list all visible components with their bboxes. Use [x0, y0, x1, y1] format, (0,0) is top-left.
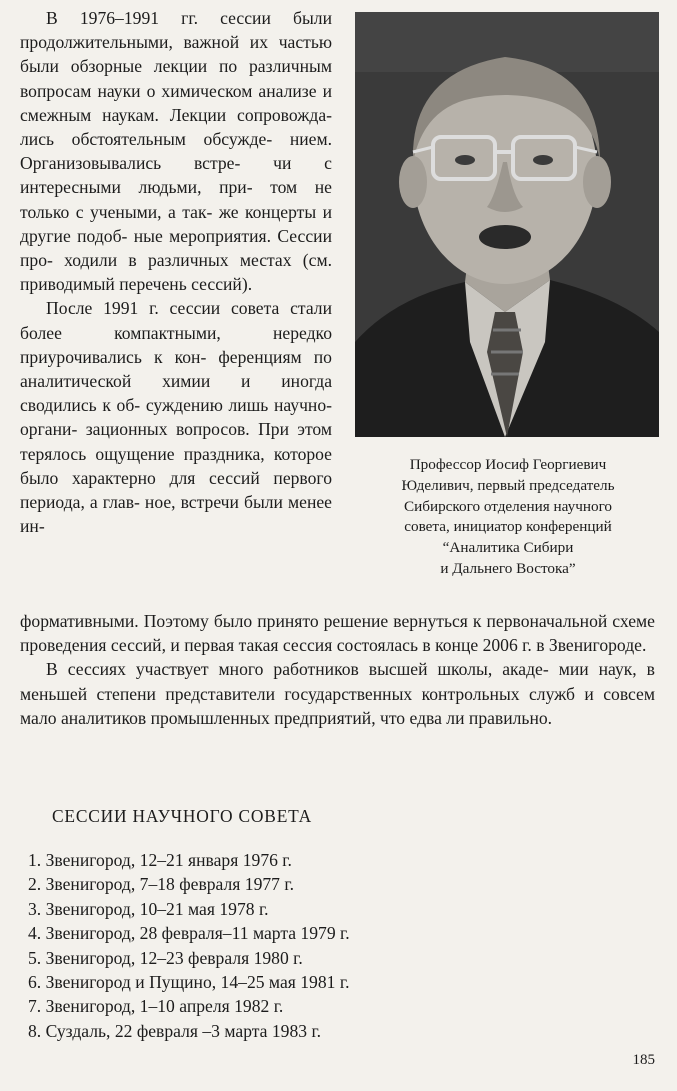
portrait-photo [355, 12, 659, 437]
list-item: 5. Звенигород, 12–23 февраля 1980 г. [28, 947, 303, 968]
list-item: 8. Суздаль, 22 февраля –3 марта 1983 г. [28, 1020, 322, 1041]
paragraph-2-continued: формативными. Поэтому было принято решение вернуться к первоначальной схеме проведения сессий, и первая такая сессия состоялась в конце 2006 г. в Звенигороде. [20, 611, 655, 656]
portrait-illustration [355, 12, 659, 437]
list-item: 2. Звенигород, 7–18 февраля 1977 г. [28, 874, 295, 895]
photo-caption: Профессор Иосиф Георгиевич Юделивич, первый председатель Сибирского отделения научного совета, инициатор конференций “Аналитика Сибири и Дальнего Востока” [401, 456, 615, 577]
list-item: 4. Звенигород, 28 февраля–11 марта 1979 г. [28, 923, 350, 944]
list-item: 7. Звенигород, 1–10 апреля 1982 г. [28, 996, 284, 1017]
full-width-text [20, 609, 655, 730]
left-column-text [20, 6, 332, 538]
page-number: 185 [632, 1052, 655, 1068]
list-item: 3. Звенигород, 10–21 мая 1978 г. [28, 898, 269, 919]
sessions-list [28, 848, 350, 1043]
section-title: СЕССИИ НАУЧНОГО СОВЕТА [52, 806, 313, 826]
paragraph-3: В сессиях участвует много работников высшей школы, акаде- мии наук, в меньшей степени представители государственных контрольных служб и совсем мало аналитиков промышленных предприятий, что едва ли правильно. [20, 659, 655, 728]
list-item: 6. Звенигород и Пущино, 14–25 мая 1981 г. [28, 972, 350, 993]
paragraph-1: В 1976–1991 гг. сессии были продолжительными, важной их частью были обзорные лекции по различным вопросам науки о химическом анализе и смежным наукам. Лекции сопровожда- лись обстоятельным обсужде- нием. Организовывались встре- чи с интересными людьми, при- том не только с учеными, а так- же концерты и другие подоб- ные мероприятия. Сессии про- ходили в различных местах (см. приводимый перечень сессий). [20, 8, 333, 295]
paragraph-2: После 1991 г. сессии совета стали более компактными, нередко приурочивались к кон- ференциям по аналитической химии и иногда сводились к об- суждению лишь научно-органи- зационных вопросов. При этом терялось ощущение праздника, которое было характерно для сессий первого периода, а глав- ное, встречи были менее ин- [20, 298, 333, 537]
list-item: 1. Звенигород, 12–21 января 1976 г. [28, 850, 292, 870]
